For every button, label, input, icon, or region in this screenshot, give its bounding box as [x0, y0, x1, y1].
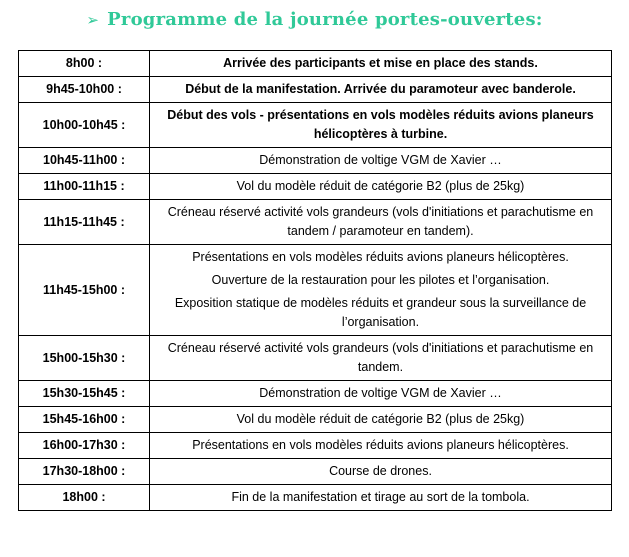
time-cell: 15h30-15h45 : — [19, 381, 150, 407]
description-line: Présentations en vols modèles réduits avions planeurs hélicoptères. — [192, 438, 569, 452]
description-line: Vol du modèle réduit de catégorie B2 (plus de 25kg) — [236, 179, 525, 193]
description-cell — [150, 77, 612, 103]
page-title-text: Programme de la journée portes-ouvertes: — [107, 9, 543, 30]
time-cell: 9h45-10h00 : — [19, 77, 150, 103]
table-row — [19, 174, 612, 200]
description-line: Fin de la manifestation et tirage au sort de la tombola. — [231, 490, 530, 504]
time-cell: 18h00 : — [19, 485, 150, 511]
table-row — [19, 433, 612, 459]
time-cell: 11h00-11h15 : — [19, 174, 150, 200]
description-cell — [150, 381, 612, 407]
table-row — [19, 51, 612, 77]
time-cell: 15h45-16h00 : — [19, 407, 150, 433]
description-line: Créneau réservé activité vols grandeurs (vols d'initiations et parachutisme en tandem / paramoteur en tandem). — [167, 205, 594, 238]
description-line: Ouverture de la restauration pour les pilotes et l’organisation. — [211, 273, 550, 287]
description-cell — [150, 407, 612, 433]
description-line: Course de drones. — [329, 464, 432, 478]
time-cell: 10h45-11h00 : — [19, 148, 150, 174]
description-line: Exposition statique de modèles réduits et grandeur sous la surveillance de l’organisation. — [174, 296, 587, 329]
time-cell: 11h45-15h00 : — [19, 245, 150, 336]
description-cell — [150, 485, 612, 511]
time-cell: 8h00 : — [19, 51, 150, 77]
schedule-table — [18, 50, 612, 511]
table-row — [19, 459, 612, 485]
description-line: Début des vols - présentations en vols modèles réduits avions planeurs hélicoptères à turbine. — [167, 108, 594, 141]
description-line: Vol du modèle réduit de catégorie B2 (plus de 25kg) — [236, 412, 525, 426]
description-line: Démonstration de voltige VGM de Xavier … — [259, 386, 502, 400]
description-cell — [150, 148, 612, 174]
description-cell — [150, 459, 612, 485]
description-line: Présentations en vols modèles réduits avions planeurs hélicoptères. — [192, 250, 569, 264]
page-title — [0, 9, 629, 30]
arrow-bullet-icon: ➢ — [86, 11, 100, 29]
description-cell — [150, 51, 612, 77]
description-line: Début de la manifestation. Arrivée du paramoteur avec banderole. — [185, 82, 576, 96]
table-row — [19, 485, 612, 511]
table-row — [19, 336, 612, 381]
table-row — [19, 200, 612, 245]
time-cell: 10h00-10h45 : — [19, 103, 150, 148]
description-cell — [150, 103, 612, 148]
time-cell: 17h30-18h00 : — [19, 459, 150, 485]
description-cell — [150, 174, 612, 200]
table-row — [19, 407, 612, 433]
table-row — [19, 103, 612, 148]
table-row — [19, 381, 612, 407]
description-cell — [150, 336, 612, 381]
description-cell — [150, 433, 612, 459]
table-row — [19, 148, 612, 174]
time-cell: 15h00-15h30 : — [19, 336, 150, 381]
time-cell: 16h00-17h30 : — [19, 433, 150, 459]
description-line: Arrivée des participants et mise en place des stands. — [223, 56, 538, 70]
time-cell: 11h15-11h45 : — [19, 200, 150, 245]
description-cell — [150, 200, 612, 245]
table-row — [19, 245, 612, 336]
description-cell — [150, 245, 612, 336]
schedule-table-body — [19, 51, 612, 511]
description-line: Créneau réservé activité vols grandeurs (vols d'initiations et parachutisme en tandem. — [167, 341, 594, 374]
table-row — [19, 77, 612, 103]
description-line: Démonstration de voltige VGM de Xavier … — [259, 153, 502, 167]
